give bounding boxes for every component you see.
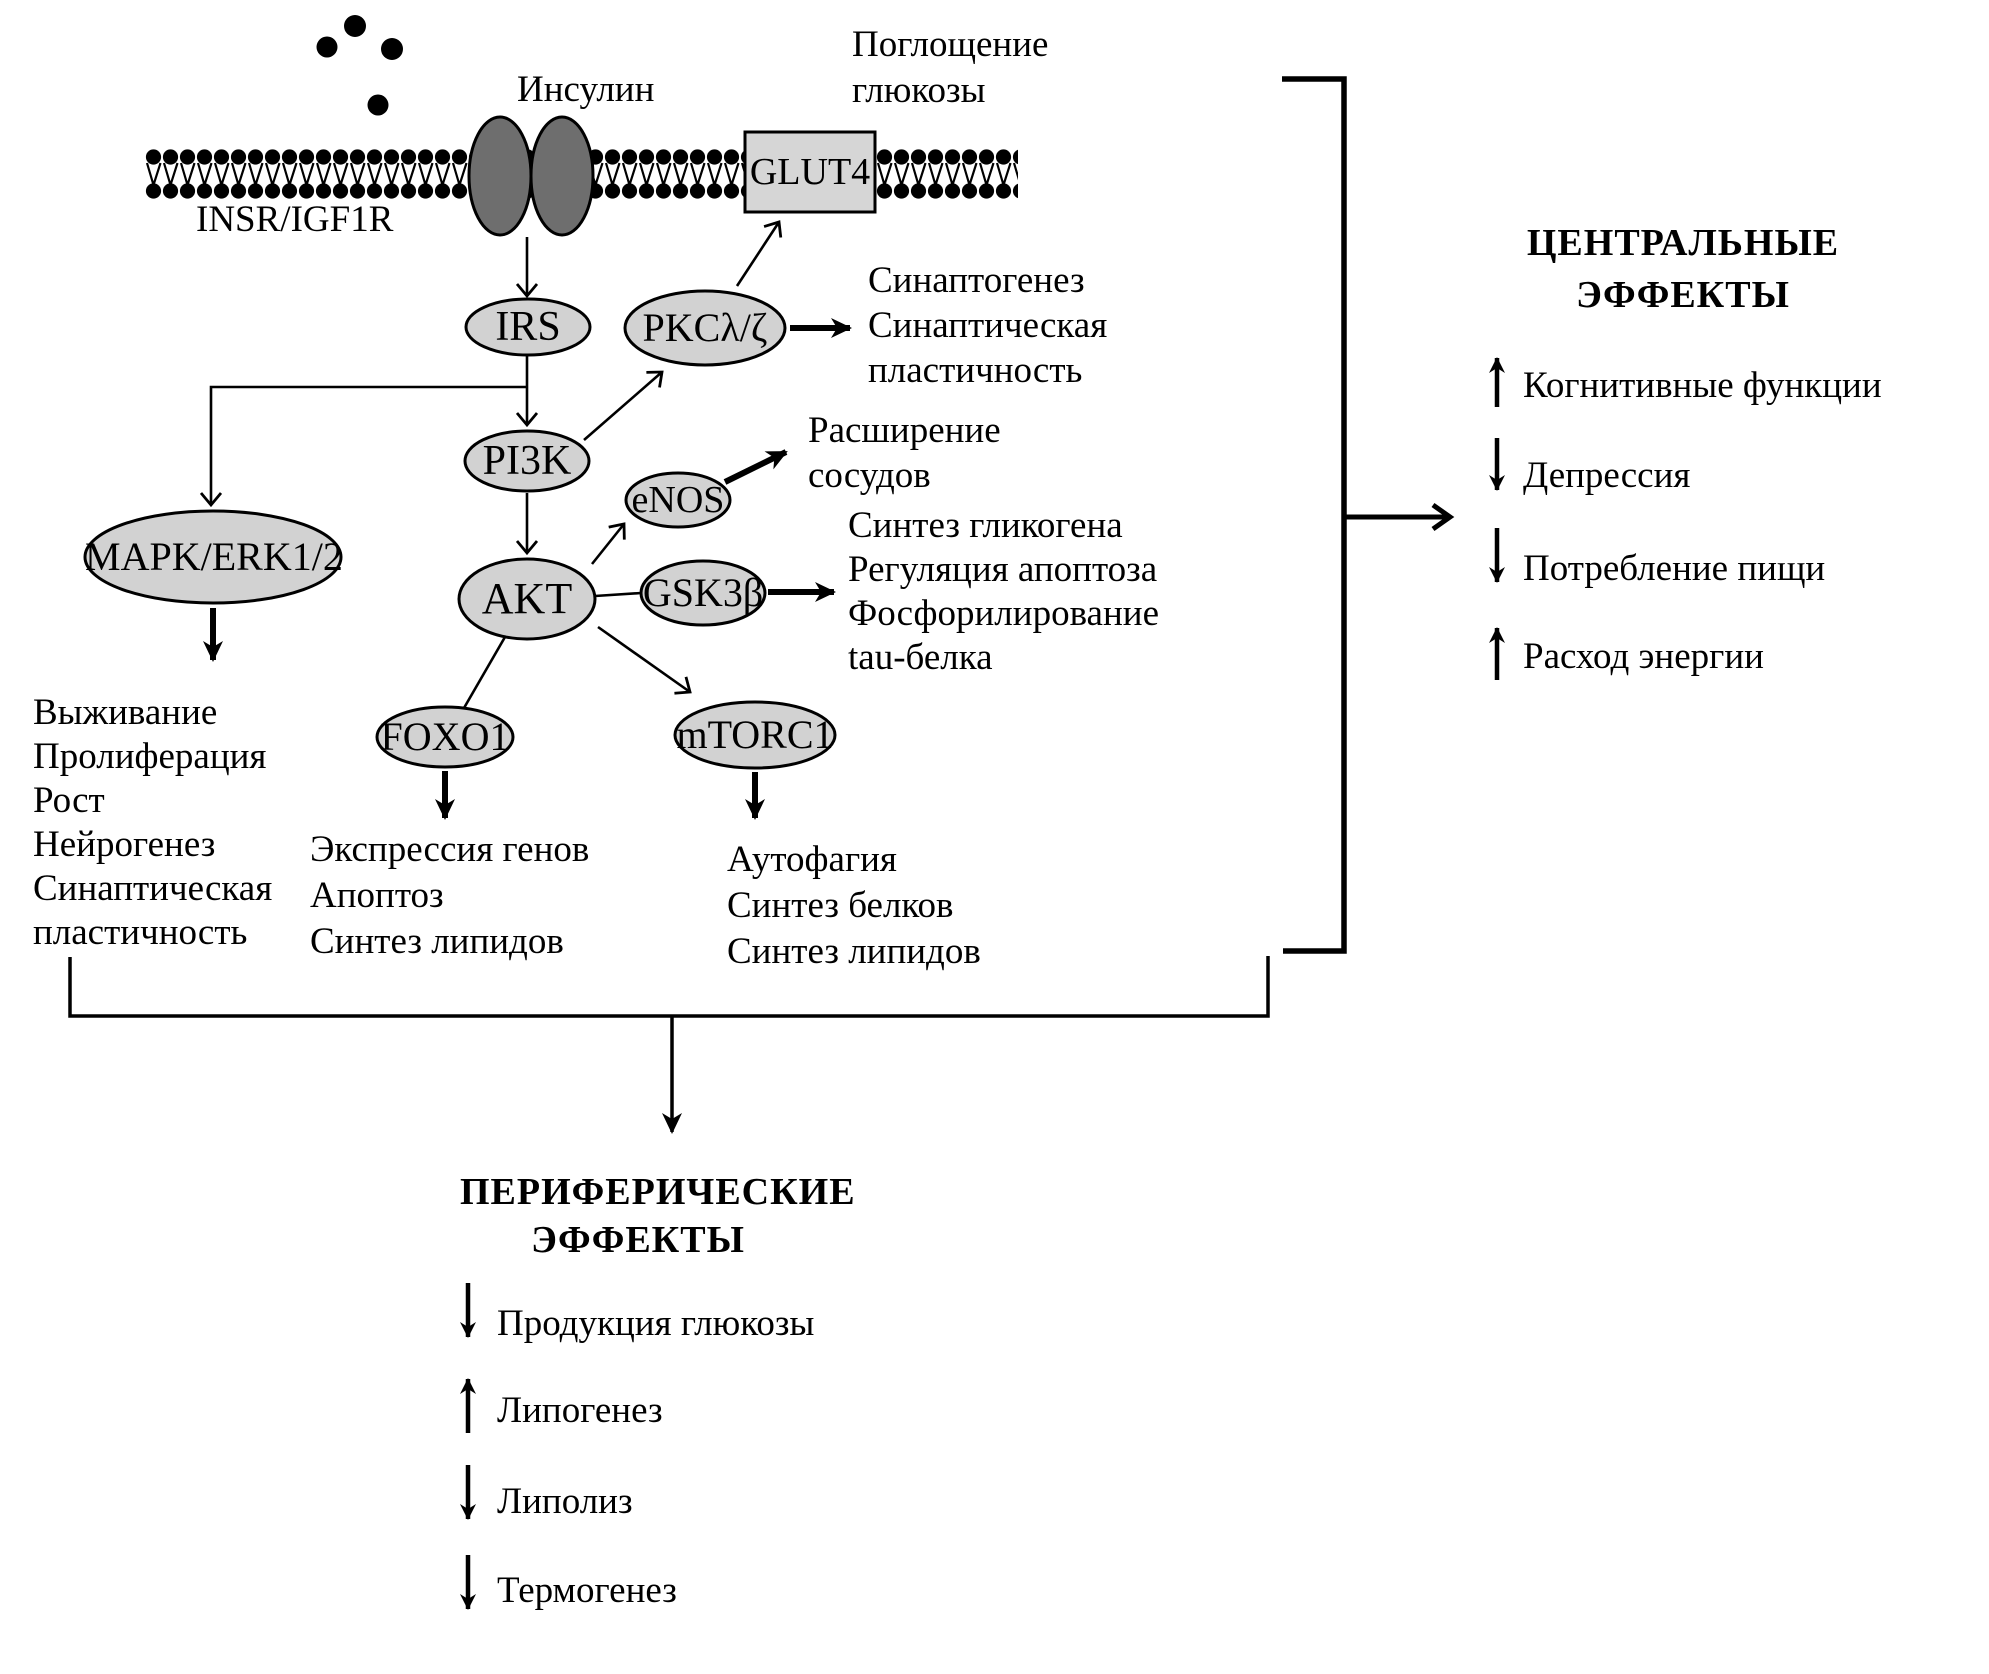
right-collector-bracket [1282,79,1344,951]
central-effect-item: Потребление пищи [1523,548,1826,589]
mtorc1-label: mTORC1 [676,712,834,757]
peripheral-effects-title: ПЕРИФЕРИЧЕСКИЕ ЭФФЕКТЫ [460,1171,856,1261]
arrow-pi3k-to-pkc [584,372,662,440]
mtorc1-effects-text: Аутофагия Синтез белков Синтез липидов [727,839,981,972]
peripheral-effect-item: Термогенез [497,1570,677,1611]
foxo1-label: FOXO1 [380,714,510,759]
pkc-effects-text: Синаптогенез Синаптическая пластичность [868,260,1108,391]
arrow-enos-effects [725,452,786,482]
enos-label: eNOS [631,479,725,521]
bottom-collector-bracket [70,956,1268,1016]
peripheral-effect-item: Липогенез [497,1390,663,1431]
pi3k-label: PI3K [482,438,572,484]
mapk-erk-label: MAPK/ERK1/2 [85,534,343,579]
line-akt-to-foxo1 [464,637,505,708]
insulin-molecules-icon [317,15,404,116]
irs-label: IRS [495,304,561,350]
peripheral-effect-item: Продукция глюкозы [497,1303,815,1344]
central-effect-item: Когнитивные функции [1523,365,1882,406]
line-akt-to-gsk3b [595,593,641,596]
akt-label: AKT [481,574,573,623]
central-effects-title: ЦЕНТРАЛЬНЫЕ ЭФФЕКТЫ [1526,222,1840,316]
insr-igf1r-receptor [469,117,593,235]
gsk3b-label: GSK3β [642,570,764,615]
arrow-pkc-to-glut4 [737,222,779,286]
glucose-uptake-label: Поглощение глюкозы [852,24,1049,111]
peripheral-effect-item: Липолиз [497,1481,633,1522]
foxo1-effects-text: Экспрессия генов Апоптоз Синтез липидов [310,829,590,962]
receptor-label: INSR/IGF1R [196,199,394,240]
arrow-akt-to-enos [592,524,624,564]
arrow-akt-to-mtorc1 [598,627,690,692]
enos-effects-text: Расширение сосудов [808,410,1001,496]
central-effect-item: Депрессия [1523,455,1691,496]
pkc-label: PKCλ/ζ [642,305,768,350]
mapk-effects-text: Выживание Пролиферация Рост Нейрогенез Синаптическая пластичность [33,692,273,953]
gsk3b-effects-text: Синтез гликогена Регуляция апоптоза Фосфорилирование tau-белка [848,505,1159,678]
insulin-label: Инсулин [517,69,655,110]
central-effect-item: Расход энергии [1523,636,1764,677]
glut4-label: GLUT4 [749,151,871,193]
